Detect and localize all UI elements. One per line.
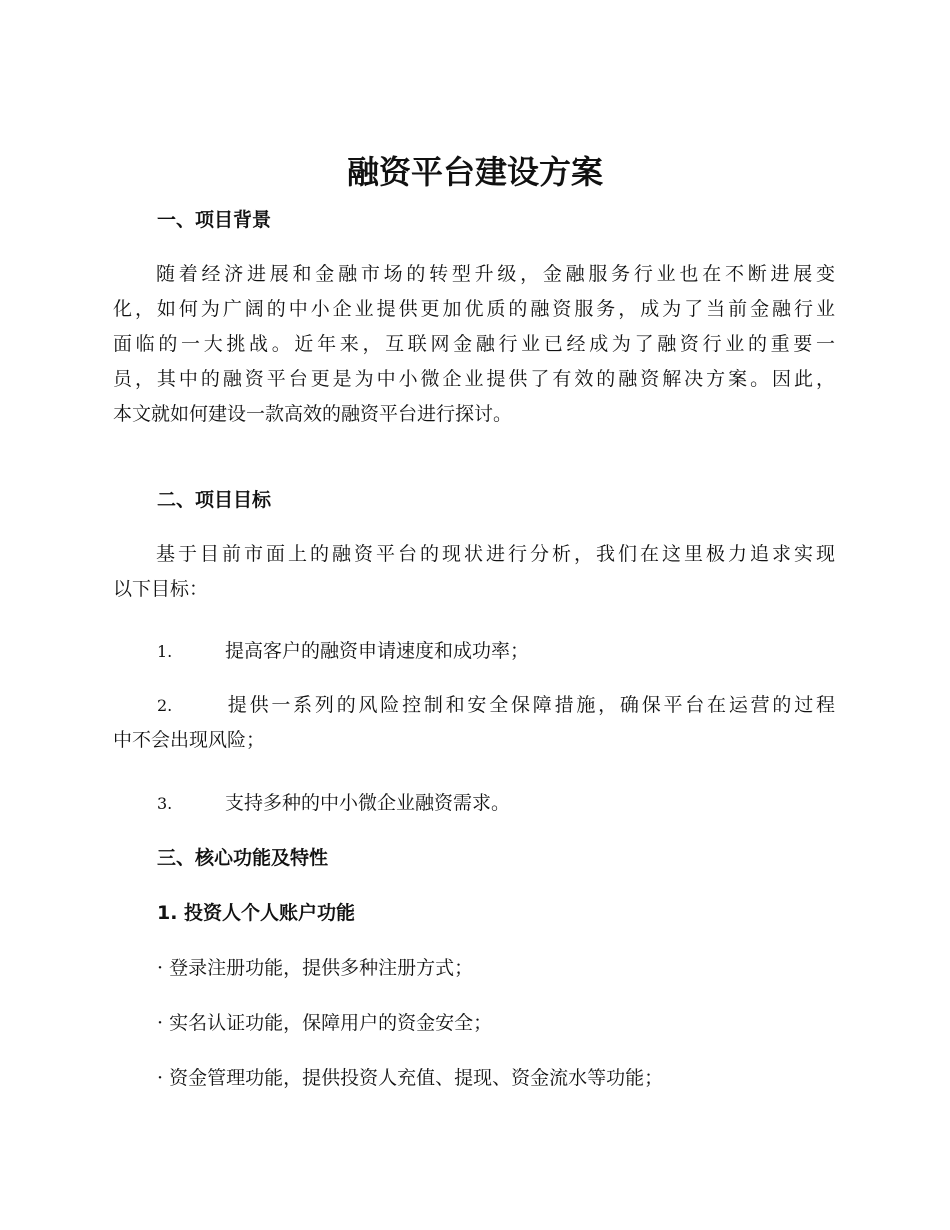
document-title: 融资平台建设方案	[346, 153, 603, 191]
paragraph-line: 本文就如何建设一款高效的融资平台进行探讨。	[113, 403, 513, 425]
bullet-item: · 实名认证功能，保障用户的资金安全；	[157, 1012, 493, 1034]
bullet-item: · 登录注册功能，提供多种注册方式；	[157, 957, 474, 979]
bullet-item: · 资金管理功能，提供投资人充值、提现、资金流水等功能；	[157, 1067, 664, 1089]
paragraph-line: 随着经济进展和金融市场的转型升级，金融服务行业也在不断进展变	[156, 263, 835, 285]
goal-line: 中不会出现风险；	[113, 729, 266, 751]
paragraph-line: 化，如何为广阔的中小企业提供更加优质的融资服务，成为了当前金融行业	[113, 298, 835, 320]
goals-intro-paragraph	[113, 537, 835, 607]
paragraph-line: 以下目标：	[113, 578, 209, 600]
goal-line	[113, 688, 835, 723]
goal-text: 支持多种的中小微企业融资需求。	[225, 792, 511, 814]
goal-number: 2.	[157, 696, 173, 715]
goal-text: 提供一系列的风险控制和安全保障措施，确保平台在运营的过程	[225, 694, 835, 716]
section-heading-goals: 二、项目目标	[157, 489, 272, 511]
background-paragraph	[113, 257, 835, 432]
goal-text: 提高客户的融资申请速度和成功率；	[225, 640, 530, 662]
goal-number: 1.	[157, 642, 173, 661]
paragraph-line: 员，其中的融资平台更是为中小微企业提供了有效的融资解决方案。因此，	[113, 368, 835, 390]
section-heading-background: 一、项目背景	[157, 209, 272, 231]
subsection-heading-investor-account: 1. 投资人个人账户功能	[157, 902, 356, 924]
goal-item-1	[157, 636, 529, 667]
goal-item-3	[157, 788, 510, 819]
goal-number: 3.	[157, 794, 173, 813]
paragraph-line: 面临的一大挑战。近年来，互联网金融行业已经成为了融资行业的重要一	[113, 333, 835, 355]
paragraph-line: 基于目前市面上的融资平台的现状进行分析，我们在这里极力追求实现	[156, 543, 835, 565]
goal-item-2	[113, 688, 835, 758]
section-heading-core-features: 三、核心功能及特性	[157, 847, 329, 869]
